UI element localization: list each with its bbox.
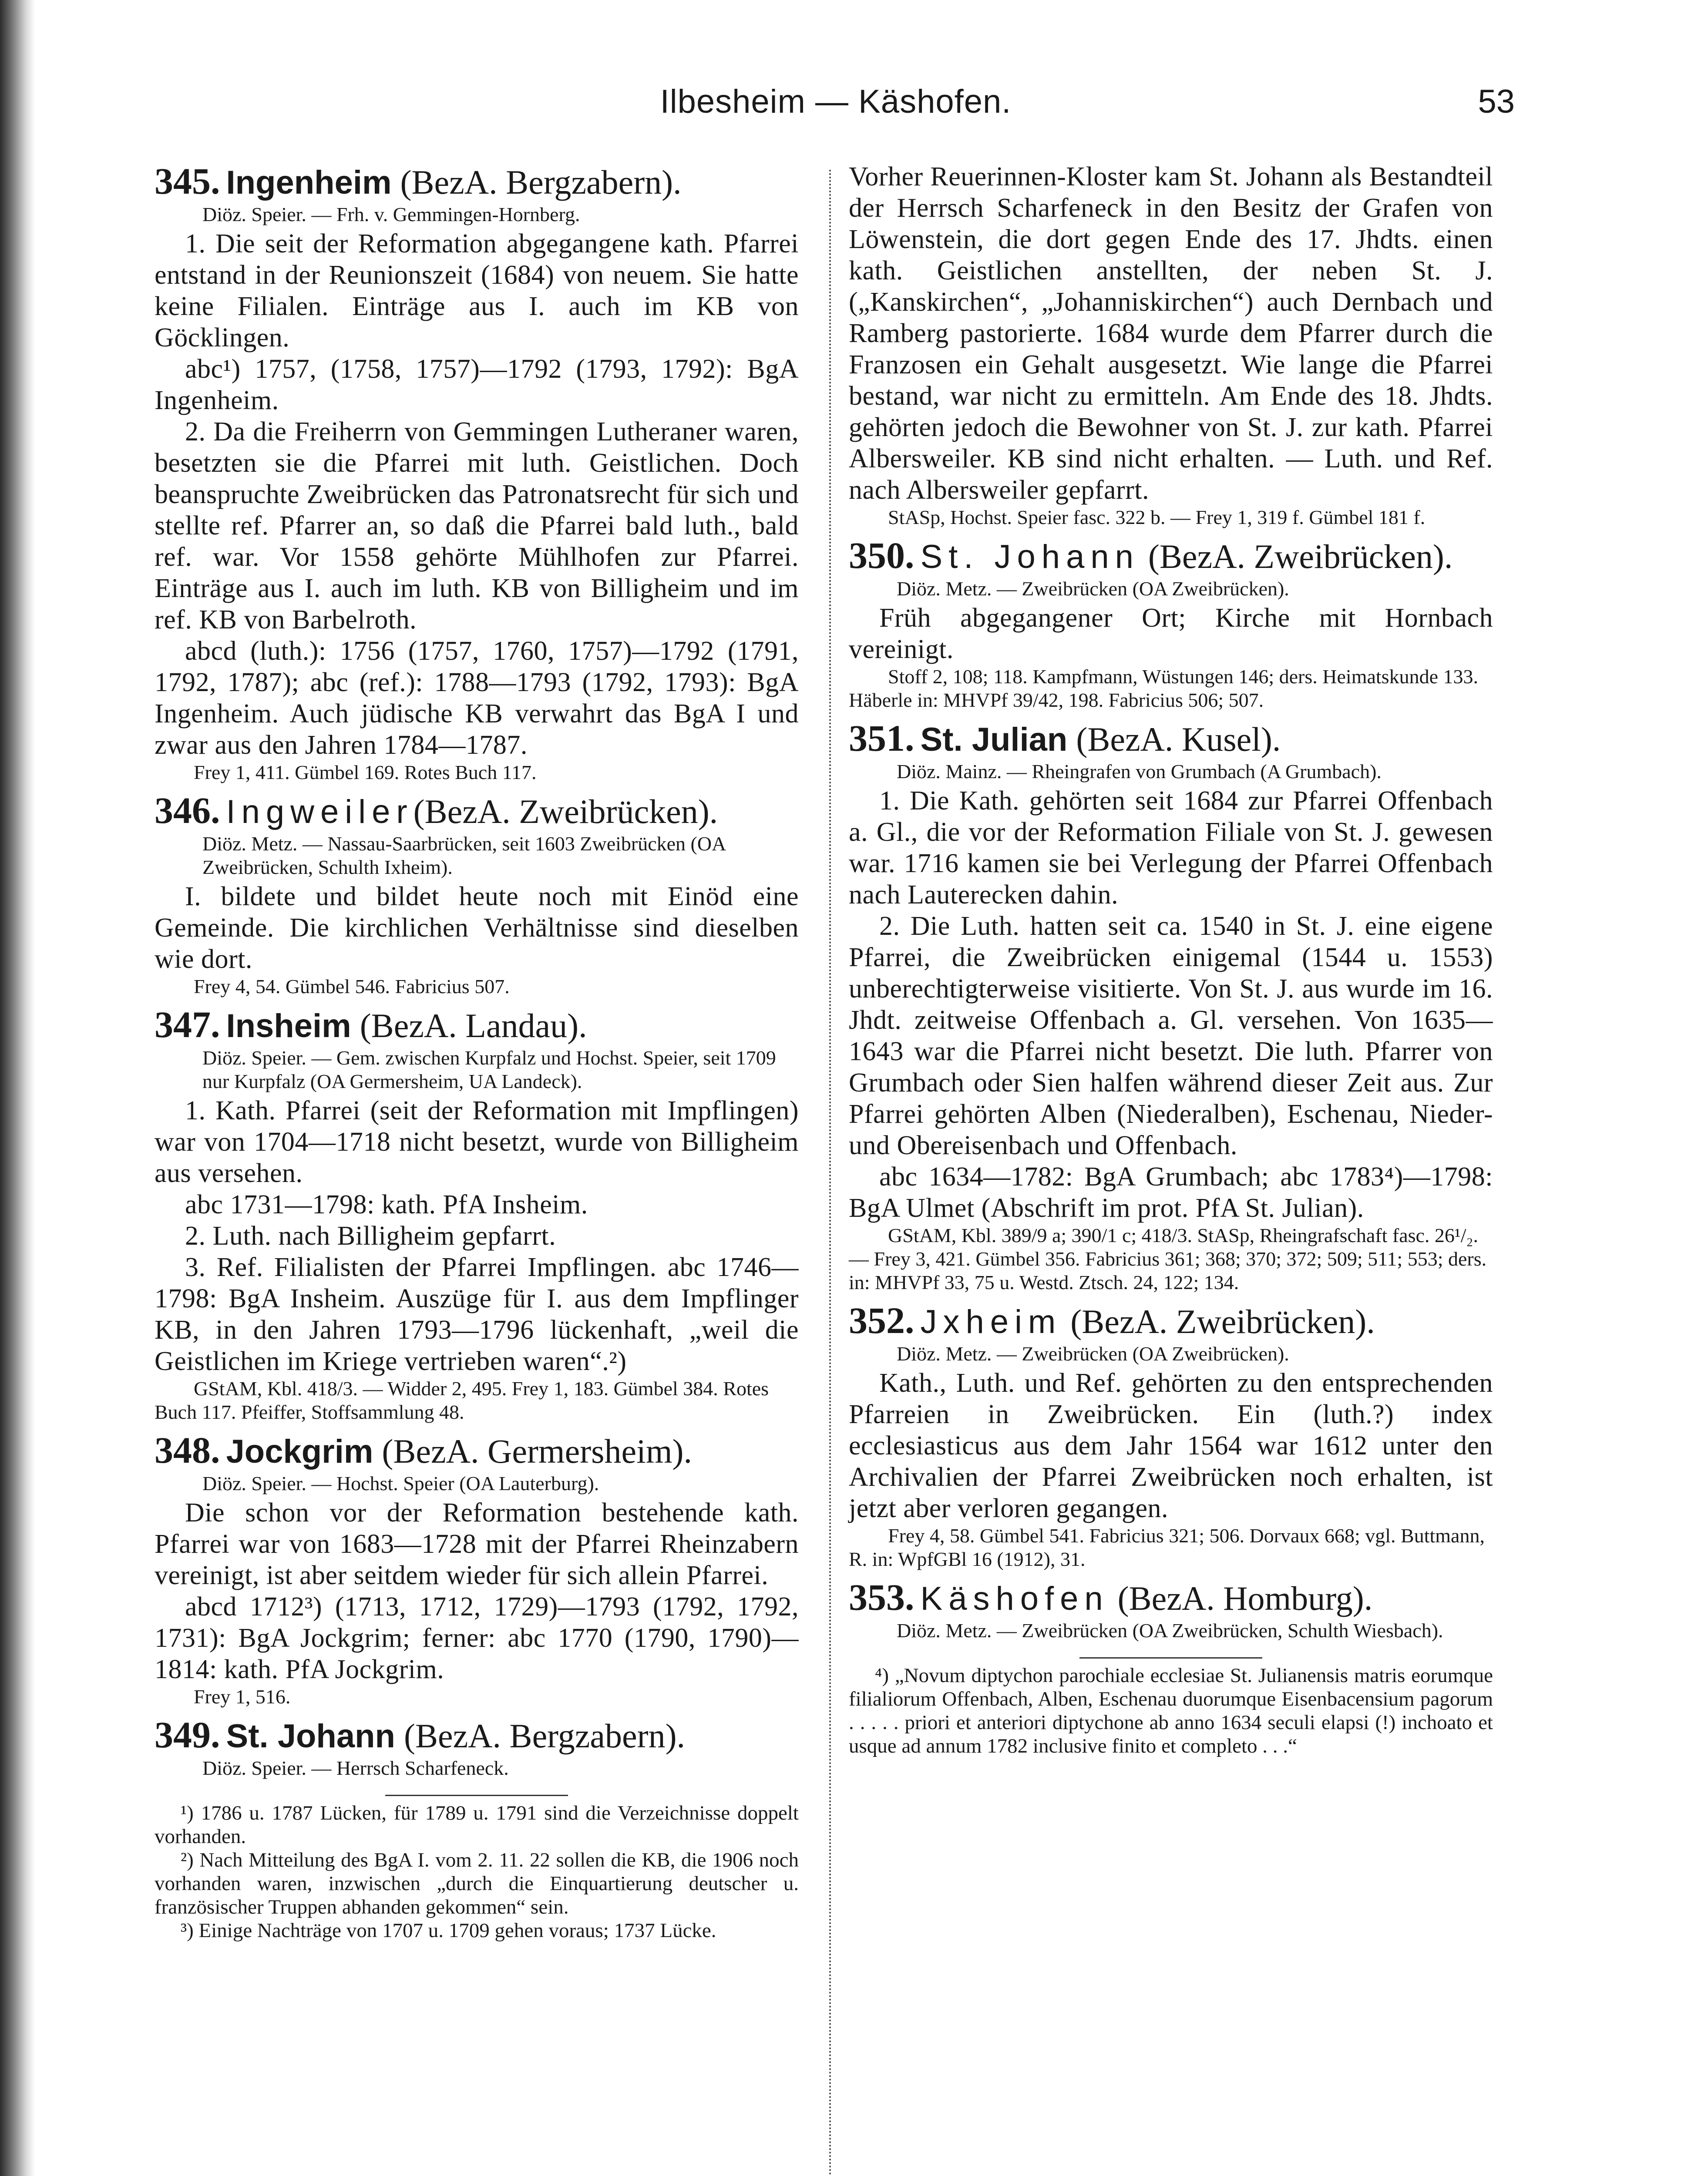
paragraph: 2. Da die Freiherrn von Gemmingen Lutheraner waren, besetzten sie die Pfarrei mit luth. Geistlichen. Doch beanspruchte Zweibrücken das Patronatsrecht für sich und stellte ref. Pfarrer an, so daß die Pfarrei bald luth., bald ref. war. Vor 1558 gehörte Mühlhofen zur Pfarrei. Einträge aus I. auch im luth. KB von Billigheim und im ref. KB von Barbelroth. [155, 417, 799, 635]
page-header [157, 74, 1515, 139]
right-column [849, 161, 1493, 1758]
entry-number: 346. [155, 789, 220, 831]
footnote-2: ²) Nach Mitteilung des BgA I. vom 2. 11. 22 sollen die KB, die 1906 noch vorhanden waren, inzwischen „durch die Einquartierung deutscher u. französischer Truppen abhanden gekommen“ sein. [155, 1849, 799, 1918]
footnote-rule [1079, 1657, 1262, 1659]
district: (BezA. Bergzabern). [403, 1717, 686, 1755]
entry-heading [155, 1715, 799, 1756]
paragraph: Vorher Reuerinnen-Kloster kam St. Johann als Bestandteil der Herrsch Scharfeneck in den Besitz der Grafen von Löwenstein, die dort gegen Ende des 17. Jhdts. einen kath. Geistlichen anstellten, der neben St. J. („Kanskirchen“, „Johanniskirchen“) auch Dernbach und Ramberg pastorierte. 1684 wurde dem Pfarrer durch die Franzosen ein Gehalt ausgesetzt. Wie lange die Pfarrei bestand, war nicht zu ermitteln. Am Ende des 18. Jhdts. gehörten jedoch die Bewohner von St. J. zur kath. Pfarrei Albersweiler. KB sind nicht erhalten. — Luth. und Ref. nach Albersweiler gepfarrt. [849, 162, 1493, 505]
references: Frey 4, 54. Gümbel 546. Fabricius 507. [194, 975, 510, 997]
entry-351 [849, 718, 1493, 1294]
district: (BezA. Germersheim). [382, 1432, 692, 1470]
entry-345 [155, 161, 799, 784]
paragraph: 3. Ref. Filialisten der Pfarrei Impflingen. abc 1746—1798: BgA Insheim. Auszüge für I. aus dem Impflinger KB, in den Jahren 1793—1796 lückenhaft, „weil die Geistlichen im Kriege vertrieben waren“.²) [155, 1253, 799, 1376]
entry-number: 345. [155, 160, 220, 202]
entry-352 [849, 1300, 1493, 1571]
footnote-1: ¹) 1786 u. 1787 Lücken, für 1789 u. 1791 sind die Verzeichnisse doppelt vorhanden. [155, 1802, 799, 1848]
references: Frey 1, 516. [194, 1686, 291, 1708]
entry-number: 351. [849, 717, 915, 759]
references: GStAM, Kbl. 389/9 a; 390/1 c; 418/3. StASp, Rheingrafschaft fasc. 26¹/₂. — Frey 3, 421. Gümbel 356. Fabricius 361; 368; 370; 372; 509; 511; 553; ders. in: MHVPf 33, 75 u. Westd. Ztsch. 24, 122; 134. [849, 1224, 1487, 1293]
district: (BezA. Homburg). [1117, 1579, 1373, 1617]
references: Stoff 2, 108; 118. Kampfmann, Wüstungen 146; ders. Heimatskunde 133. Häberle in: MHVPf 39/42, 198. Fabricius 506; 507. [849, 665, 1478, 711]
diocese-info: Diöz. Mainz. — Rheingrafen von Grumbach (A Grumbach). [897, 760, 1382, 782]
entry-heading [849, 535, 1493, 577]
diocese-info: Diöz. Speier. — Herrsch Scharfeneck. [202, 1757, 509, 1779]
entry-number: 349. [155, 1714, 220, 1756]
place-name: Jockgrim [226, 1433, 373, 1470]
diocese-info: Diöz. Speier. — Frh. v. Gemmingen-Hornberg. [202, 203, 580, 225]
left-column [155, 161, 799, 1942]
entry-346 [155, 790, 799, 998]
diocese-info: Diöz. Speier. — Hochst. Speier (OA Lauterburg). [202, 1472, 599, 1494]
running-title: Ilbesheim — Käshofen. [660, 83, 1012, 120]
entry-number: 348. [155, 1429, 220, 1471]
entry-348 [155, 1430, 799, 1709]
place-name: Ingenheim [226, 164, 392, 201]
place-name: Insheim [226, 1007, 351, 1044]
entry-heading [155, 790, 799, 832]
district: (BezA. Landau). [360, 1007, 587, 1044]
entry-number: 352. [849, 1300, 915, 1341]
entry-353 [849, 1577, 1493, 1642]
place-name: Jxheim [920, 1303, 1062, 1340]
references: Frey 4, 58. Gümbel 541. Fabricius 321; 506. Dorvaux 668; vgl. Buttmann, R. in: WpfGBl 16 (1912), 31. [849, 1525, 1485, 1570]
paragraph: I. bildete und bildet heute noch mit Einöd eine Gemeinde. Die kirchlichen Verhältnisse sind dieselben wie dort. [155, 882, 799, 974]
entry-number: 353. [849, 1576, 915, 1618]
paragraph: Kath., Luth. und Ref. gehörten zu den entsprechenden Pfarreien in Zweibrücken. Ein (luth.?) index ecclesiasticus aus dem Jahr 1564 war 1612 unter den Archivalien der Pfarrei Zweibrücken noch erhalten, ist jetzt aber verloren gegangen. [849, 1368, 1493, 1523]
paragraph: abcd 1712³) (1713, 1712, 1729)—1793 (1792, 1792, 1731): BgA Jockgrim; ferner: abc 1770 (1790, 1790)—1814: kath. PfA Jockgrim. [155, 1592, 799, 1684]
place-name: Ingweiler [226, 793, 414, 830]
place-name: Käshofen [920, 1580, 1109, 1617]
book-binding-shadow [0, 0, 35, 2176]
paragraph: 1. Die seit der Reformation abgegangene kath. Pfarrei entstand in der Reunionszeit (1684) von neuem. Sie hatte keine Filialen. Einträge aus I. auch im KB von Göcklingen. [155, 229, 799, 353]
diocese-info: Diöz. Metz. — Zweibrücken (OA Zweibrücken). [897, 1343, 1289, 1365]
diocese-info: Diöz. Metz. — Zweibrücken (OA Zweibrücken). [897, 578, 1289, 600]
diocese-info: Diöz. Speier. — Gem. zwischen Kurpfalz und Hochst. Speier, seit 1709 nur Kurpfalz (OA Germersheim, UA Landeck). [202, 1047, 776, 1092]
references: StASp, Hochst. Speier fasc. 322 b. — Frey 1, 319 f. Gümbel 181 f. [888, 506, 1426, 528]
entry-number: 350. [849, 534, 915, 576]
entry-heading [155, 1430, 799, 1472]
footnote-4: ⁴) „Novum diptychon parochiale ecclesiae St. Julianensis matris eorumque filialiorum Offenbach, Alben, Eschenau duorumque Eisenbacensium pagorum . . . . . priori et anteriori diptychone ab anno 1634 seculi elapsi (!) inchoato et usque ad annum 1782 inclusive finito et completo . . .“ [849, 1664, 1493, 1757]
paragraph: abc 1634—1782: BgA Grumbach; abc 1783⁴)—1798: BgA Ulmet (Abschrift im prot. PfA St. Julian). [849, 1162, 1493, 1223]
paragraph: Die schon vor der Reformation bestehende kath. Pfarrei war von 1683—1728 mit der Pfarrei Rheinzabern vereinigt, ist aber seitdem wieder für sich allein Pfarrei. [155, 1498, 799, 1590]
place-name: St. Johann [920, 538, 1140, 575]
entry-349-continued [849, 161, 1493, 529]
paragraph: Früh abgegangener Ort; Kirche mit Hornbach vereinigt. [849, 603, 1493, 664]
district: (BezA. Kusel). [1076, 720, 1281, 758]
page-number: 53 [1478, 83, 1515, 120]
entry-heading [849, 1577, 1493, 1619]
paragraph: 1. Die Kath. gehörten seit 1684 zur Pfarrei Offenbach a. Gl., die vor der Reformation Filiale von St. J. gewesen war. 1716 kamen sie bei Verlegung der Pfarrei Offenbach nach Lauterecken dahin. [849, 786, 1493, 910]
district: (BezA. Zweibrücken). [413, 792, 718, 830]
footnote-3: ³) Einige Nachträge von 1707 u. 1709 gehen voraus; 1737 Lücke. [181, 1919, 716, 1942]
district: (BezA. Zweibrücken). [1148, 537, 1453, 575]
place-name: St. Julian [920, 721, 1068, 758]
references: Frey 1, 411. Gümbel 169. Rotes Buch 117. [194, 761, 537, 783]
place-name: St. Johann [226, 1718, 395, 1755]
paragraph: abcd (luth.): 1756 (1757, 1760, 1757)—1792 (1791, 1792, 1787); abc (ref.): 1788—1793 (1792, 1793): BgA Ingenheim. Auch jüdische KB verwahrt das BgA I und zwar aus den Jahren 1784—1787. [155, 636, 799, 760]
entry-number: 347. [155, 1004, 220, 1045]
diocese-info: Diöz. Metz. — Zweibrücken (OA Zweibrücken, Schulth Wiesbach). [897, 1619, 1443, 1642]
paragraph: 2. Die Luth. hatten seit ca. 1540 in St. J. eine eigene Pfarrei, die Zweibrücken einigemal (1544 u. 1553) unberechtigterweise visitierte. Von St. J. aus wurde im 16. Jhdt. zeitweise Offenbach a. Gl. versehen. Von 1635—1643 war die Pfarrei nicht besetzt. Die luth. Pfarrer von Grumbach oder Sien halfen während dieser Zeit aus. Zur Pfarrei gehörten Alben (Niederalben), Eschenau, Nieder- und Obereisenbach und Offenbach. [849, 911, 1493, 1160]
references: GStAM, Kbl. 418/3. — Widder 2, 495. Frey 1, 183. Gümbel 384. Rotes Buch 117. Pfeiffer, Stoffsammlung 48. [155, 1377, 769, 1423]
entry-347 [155, 1004, 799, 1424]
district: (BezA. Bergzabern). [400, 163, 682, 201]
paragraph: abc¹) 1757, (1758, 1757)—1792 (1793, 1792): BgA Ingenheim. [155, 354, 799, 415]
entry-heading [155, 161, 799, 203]
paragraph: 1. Kath. Pfarrei (seit der Reformation mit Impflingen) war von 1704—1718 nicht besetzt, wurde von Billigheim aus versehen. [155, 1096, 799, 1188]
paragraph: 2. Luth. nach Billigheim gepfarrt. [185, 1221, 556, 1251]
entry-349 [155, 1715, 799, 1780]
entry-heading [155, 1004, 799, 1046]
entry-heading [849, 1300, 1493, 1342]
entry-heading [849, 718, 1493, 760]
district: (BezA. Zweibrücken). [1070, 1303, 1375, 1340]
entry-350 [849, 535, 1493, 712]
footnote-rule [385, 1795, 568, 1796]
column-divider [829, 170, 831, 2176]
diocese-info: Diöz. Metz. — Nassau-Saarbrücken, seit 1603 Zweibrücken (OA Zweibrücken, Schulth Ixheim). [202, 833, 725, 878]
paragraph: abc 1731—1798: kath. PfA Insheim. [185, 1190, 588, 1219]
